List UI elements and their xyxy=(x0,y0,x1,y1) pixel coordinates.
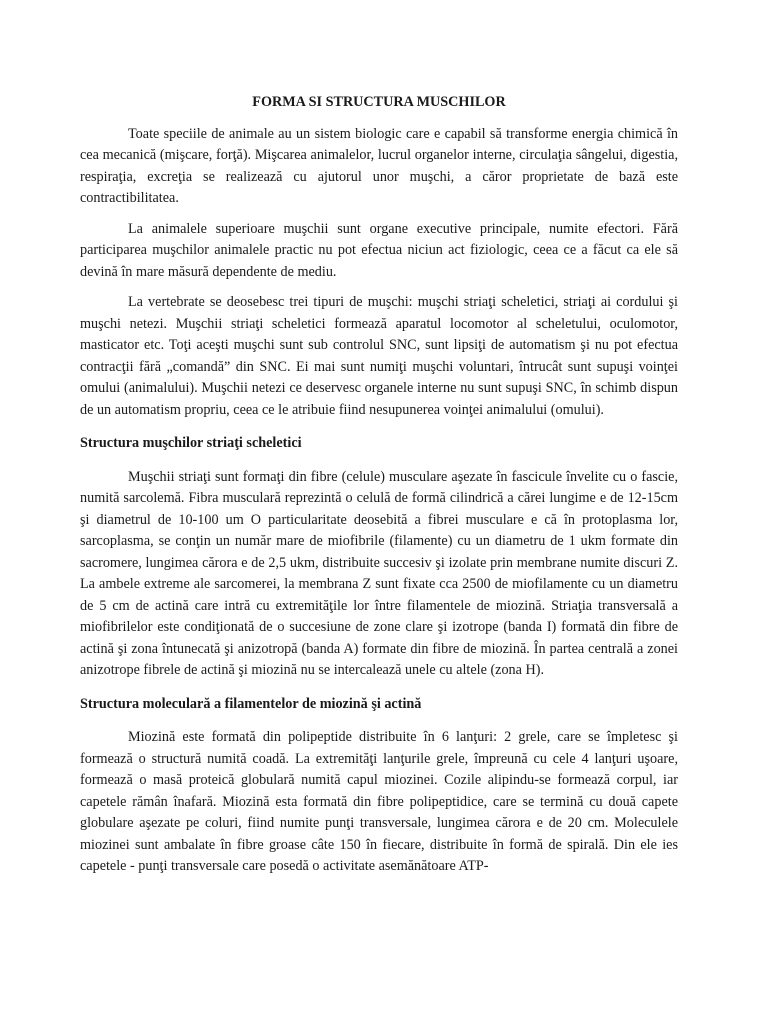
section-heading-molecular-structure: Structura moleculară a filamentelor de miozină şi actină xyxy=(80,695,422,712)
paragraph-intro-3: La vertebrate se deosebesc trei tipuri de muşchi: muşchi striaţi scheletici, striaţi ai cordului şi muşchi netezi. Muşchii striaţi scheletici formează aparatul locomotor al scheletului, oculomotor, masticator etc. Toţi aceşti muşchi sunt sub controlul SNC, sunt lipsiţi de automatism şi nu pot efectua contracţii fără „comandă” din SNC. Ei mai sunt numiţi muşchi voluntari, întrucât sunt supuşi voinţei omului (animalului). Muşchii netezi ce deservesc organele interne nu sunt supuşi SNC, în schimb dispun de un automatism propriu, ceea ce le atribuie fiind nesupunerea voinţei animalului (omului). xyxy=(80,294,678,418)
paragraph-intro-2: La animalele superioare muşchii sunt organe executive principale, numite efectori. Fără participarea muşchilor animalele practic nu pot efectua niciun act fiziologic, ceea ce a făcut ca ele să devină în mare măsură dependente de mediu. xyxy=(80,220,678,280)
paragraph-myosin: Miozină este formată din polipeptide distribuite în 6 lanţuri: 2 grele, care se împletesc şi formează o structură numită coadă. La extremităţi lanţurile grele, împreună cu cele 4 lanţuri uşoare, formează o masă proteică globulară numită capul miozinei. Cozile alipindu-se formează corpul, iar capetele rămân înafară. Miozină esta formată din fibre polipeptidice, care se termină cu două capete globulare aşezate pe coluri, fiind numite punţi transversale, lungimea cărora e de 20 cm. Moleculele miozinei sunt ambalate în fibre groase câte 150 în fiecare, distribuite în formă de spirală. Din ele ies capetele - punţi transversale care posedă o activitate asemănătoare ATP- xyxy=(80,729,678,874)
section-heading-striated-muscles: Structura muşchilor striaţi scheletici xyxy=(80,435,302,451)
paragraph-striated-structure: Muşchii striaţi sunt formaţi din fibre (celule) musculare aşezate în fascicule învelite cu o fascie, numită sarcolemă. Fibra musculară reprezintă o celulă de formă cilindrică a cărei lungime e de 12-15cm şi diametrul de 10-100 um O particularitate deosebită a fibrei musculare e că în protoplasma lor, sarcoplasma, se conţin un număr mare de miofibrile (filamente) cu un diametru de 1 ukm formate din sacromere, lungimea cărora e de 2,5 ukm, distribuite succesiv şi izolate prin membrane numite discuri Z. La ambele extreme ale sarcomerei, la membrana Z sunt fixate cca 2500 de miofilamente cu un diametru de 5 cm de actină care intră cu extremităţile lor între filamentele de miozină. Striaţia transversală a miofibrilelor este condiţionată de o succesiune de zone clare şi izotrope (banda I) formată din fibre de actină şi zona întunecată şi anizotropă (banda A) formate din fibre de miozină. În partea centrală a zonei anizotrope fibrele de actină şi miozină nu se intercalează unele cu altele (zona H). xyxy=(80,468,678,678)
paragraph-intro-1: Toate speciile de animale au un sistem biologic care e capabil să transforme energia chimică în cea mecanică (mişcare, forţă). Mişcarea animalelor, lucrul organelor interne, circulaţia sângelui, digestia, respiraţia, excreţia se realizează cu ajutorul unor muşchi, a căror proprietate de bază este contractibilitatea. xyxy=(80,125,678,206)
document-title: FORMA SI STRUCTURA MUSCHILOR xyxy=(252,94,506,110)
document-page xyxy=(80,92,678,887)
